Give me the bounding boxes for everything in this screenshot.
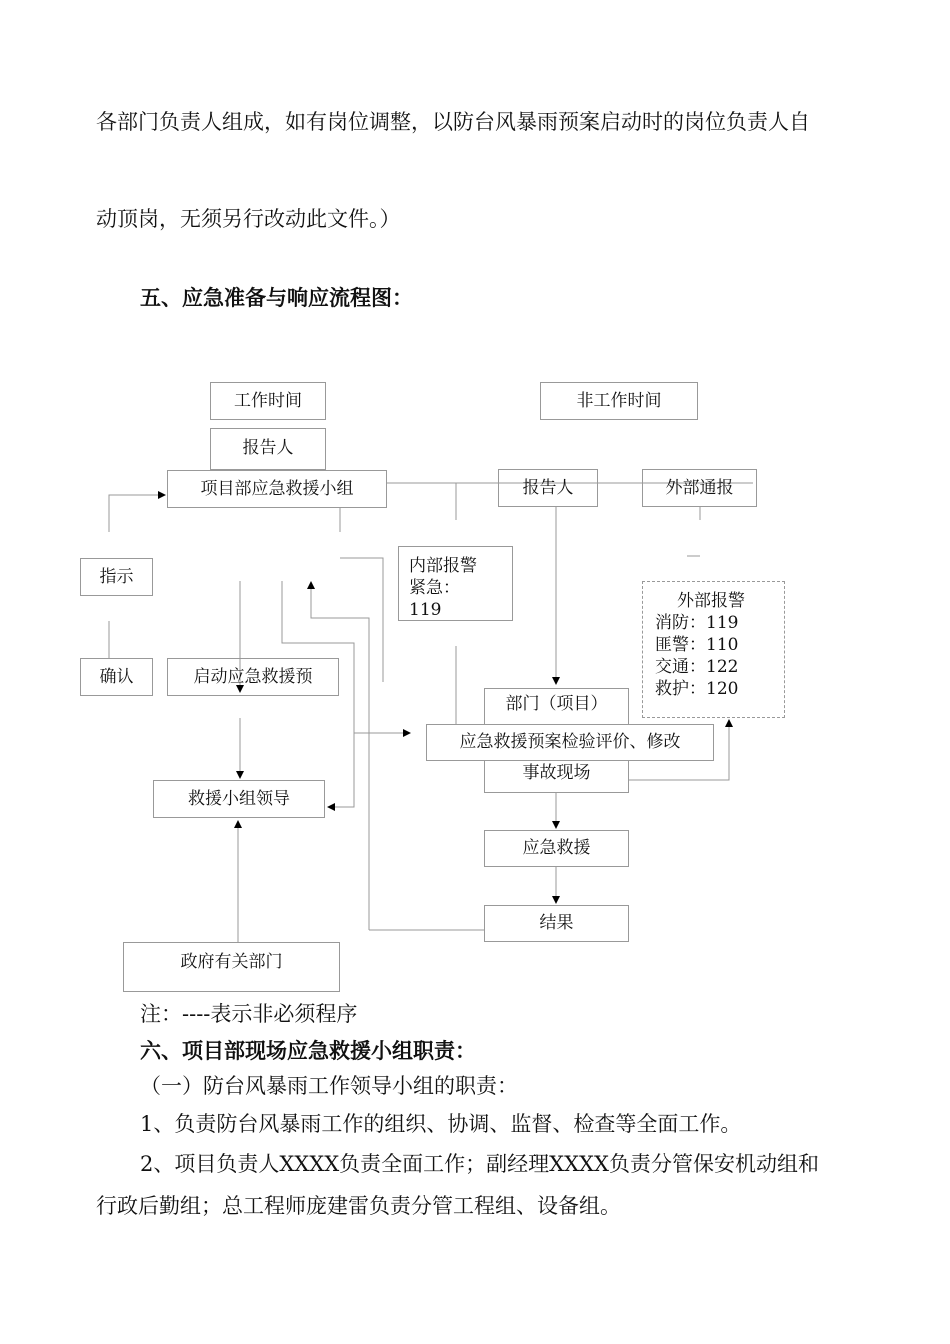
start-plan-box	[167, 658, 339, 696]
internal-alarm-box	[398, 546, 513, 621]
external-notice-box	[642, 469, 757, 507]
box-line: 外部报警	[677, 591, 745, 611]
box-label: 应急救援预案检验评价、修改	[459, 732, 681, 753]
box-line: 匪警：110	[655, 635, 739, 656]
box-line: 紧急：	[409, 578, 460, 599]
plan-review-box	[426, 724, 714, 761]
section-heading: 六、项目部现场应急救援小组职责：	[140, 1038, 476, 1063]
confirm-box	[80, 658, 153, 696]
list-item: 2、项目负责人XXXX负责全面工作；副经理XXXX负责分管保安机动组和	[140, 1152, 819, 1176]
box-label: 政府有关部门	[180, 952, 283, 972]
non-work-time-box	[540, 382, 698, 420]
reporter-left-box	[210, 428, 326, 470]
team-leader-box	[153, 780, 325, 818]
box-line: 119	[409, 600, 442, 621]
box-label: 项目部应急救援小组	[200, 478, 354, 499]
government-box	[123, 942, 340, 992]
box-line: 内部报警	[409, 556, 477, 576]
result-box	[484, 905, 629, 942]
box-line: 消防：119	[655, 613, 739, 634]
paragraph-line: 各部门负责人组成，如有岗位调整，以防台风暴雨预案启动时的岗位负责人自	[96, 110, 810, 134]
paragraph-line: 行政后勤组；总工程师庞建雷负责分管工程组、设备组。	[96, 1194, 621, 1218]
box-label: 事故现场	[522, 762, 591, 783]
box-label: 外部通报	[665, 477, 734, 498]
sub-heading: （一）防台风暴雨工作领导小组的职责：	[140, 1074, 518, 1098]
box-label: 报告人	[522, 477, 574, 498]
box-label: 部门（项目）	[505, 694, 608, 714]
instruct-box	[80, 558, 153, 596]
work-time-box	[210, 382, 326, 420]
external-alarm-box	[642, 581, 785, 718]
rescue-box	[484, 830, 629, 867]
list-item: 1、负责防台风暴雨工作的组织、协调、监督、检查等全面工作。	[140, 1112, 742, 1136]
box-label: 非工作时间	[576, 390, 662, 411]
box-line: 交通：122	[655, 657, 739, 678]
box-label: 启动应急救援预	[193, 666, 313, 687]
box-label: 救援小组领导	[188, 788, 290, 809]
box-label: 工作时间	[234, 390, 302, 411]
box-label: 报告人	[242, 438, 294, 458]
box-line: 救护：120	[655, 679, 739, 700]
reporter-right-box	[498, 469, 598, 507]
box-label: 应急救援	[522, 838, 591, 859]
project-team-box	[167, 470, 387, 508]
box-label: 确认	[99, 666, 134, 687]
note-text: 注：----表示非必须程序	[140, 1002, 358, 1026]
section-heading: 五、应急准备与响应流程图：	[140, 285, 413, 310]
box-label: 指示	[99, 566, 134, 587]
paragraph-line: 动顶岗，无须另行改动此文件。）	[96, 207, 401, 231]
box-label: 结果	[539, 913, 574, 934]
